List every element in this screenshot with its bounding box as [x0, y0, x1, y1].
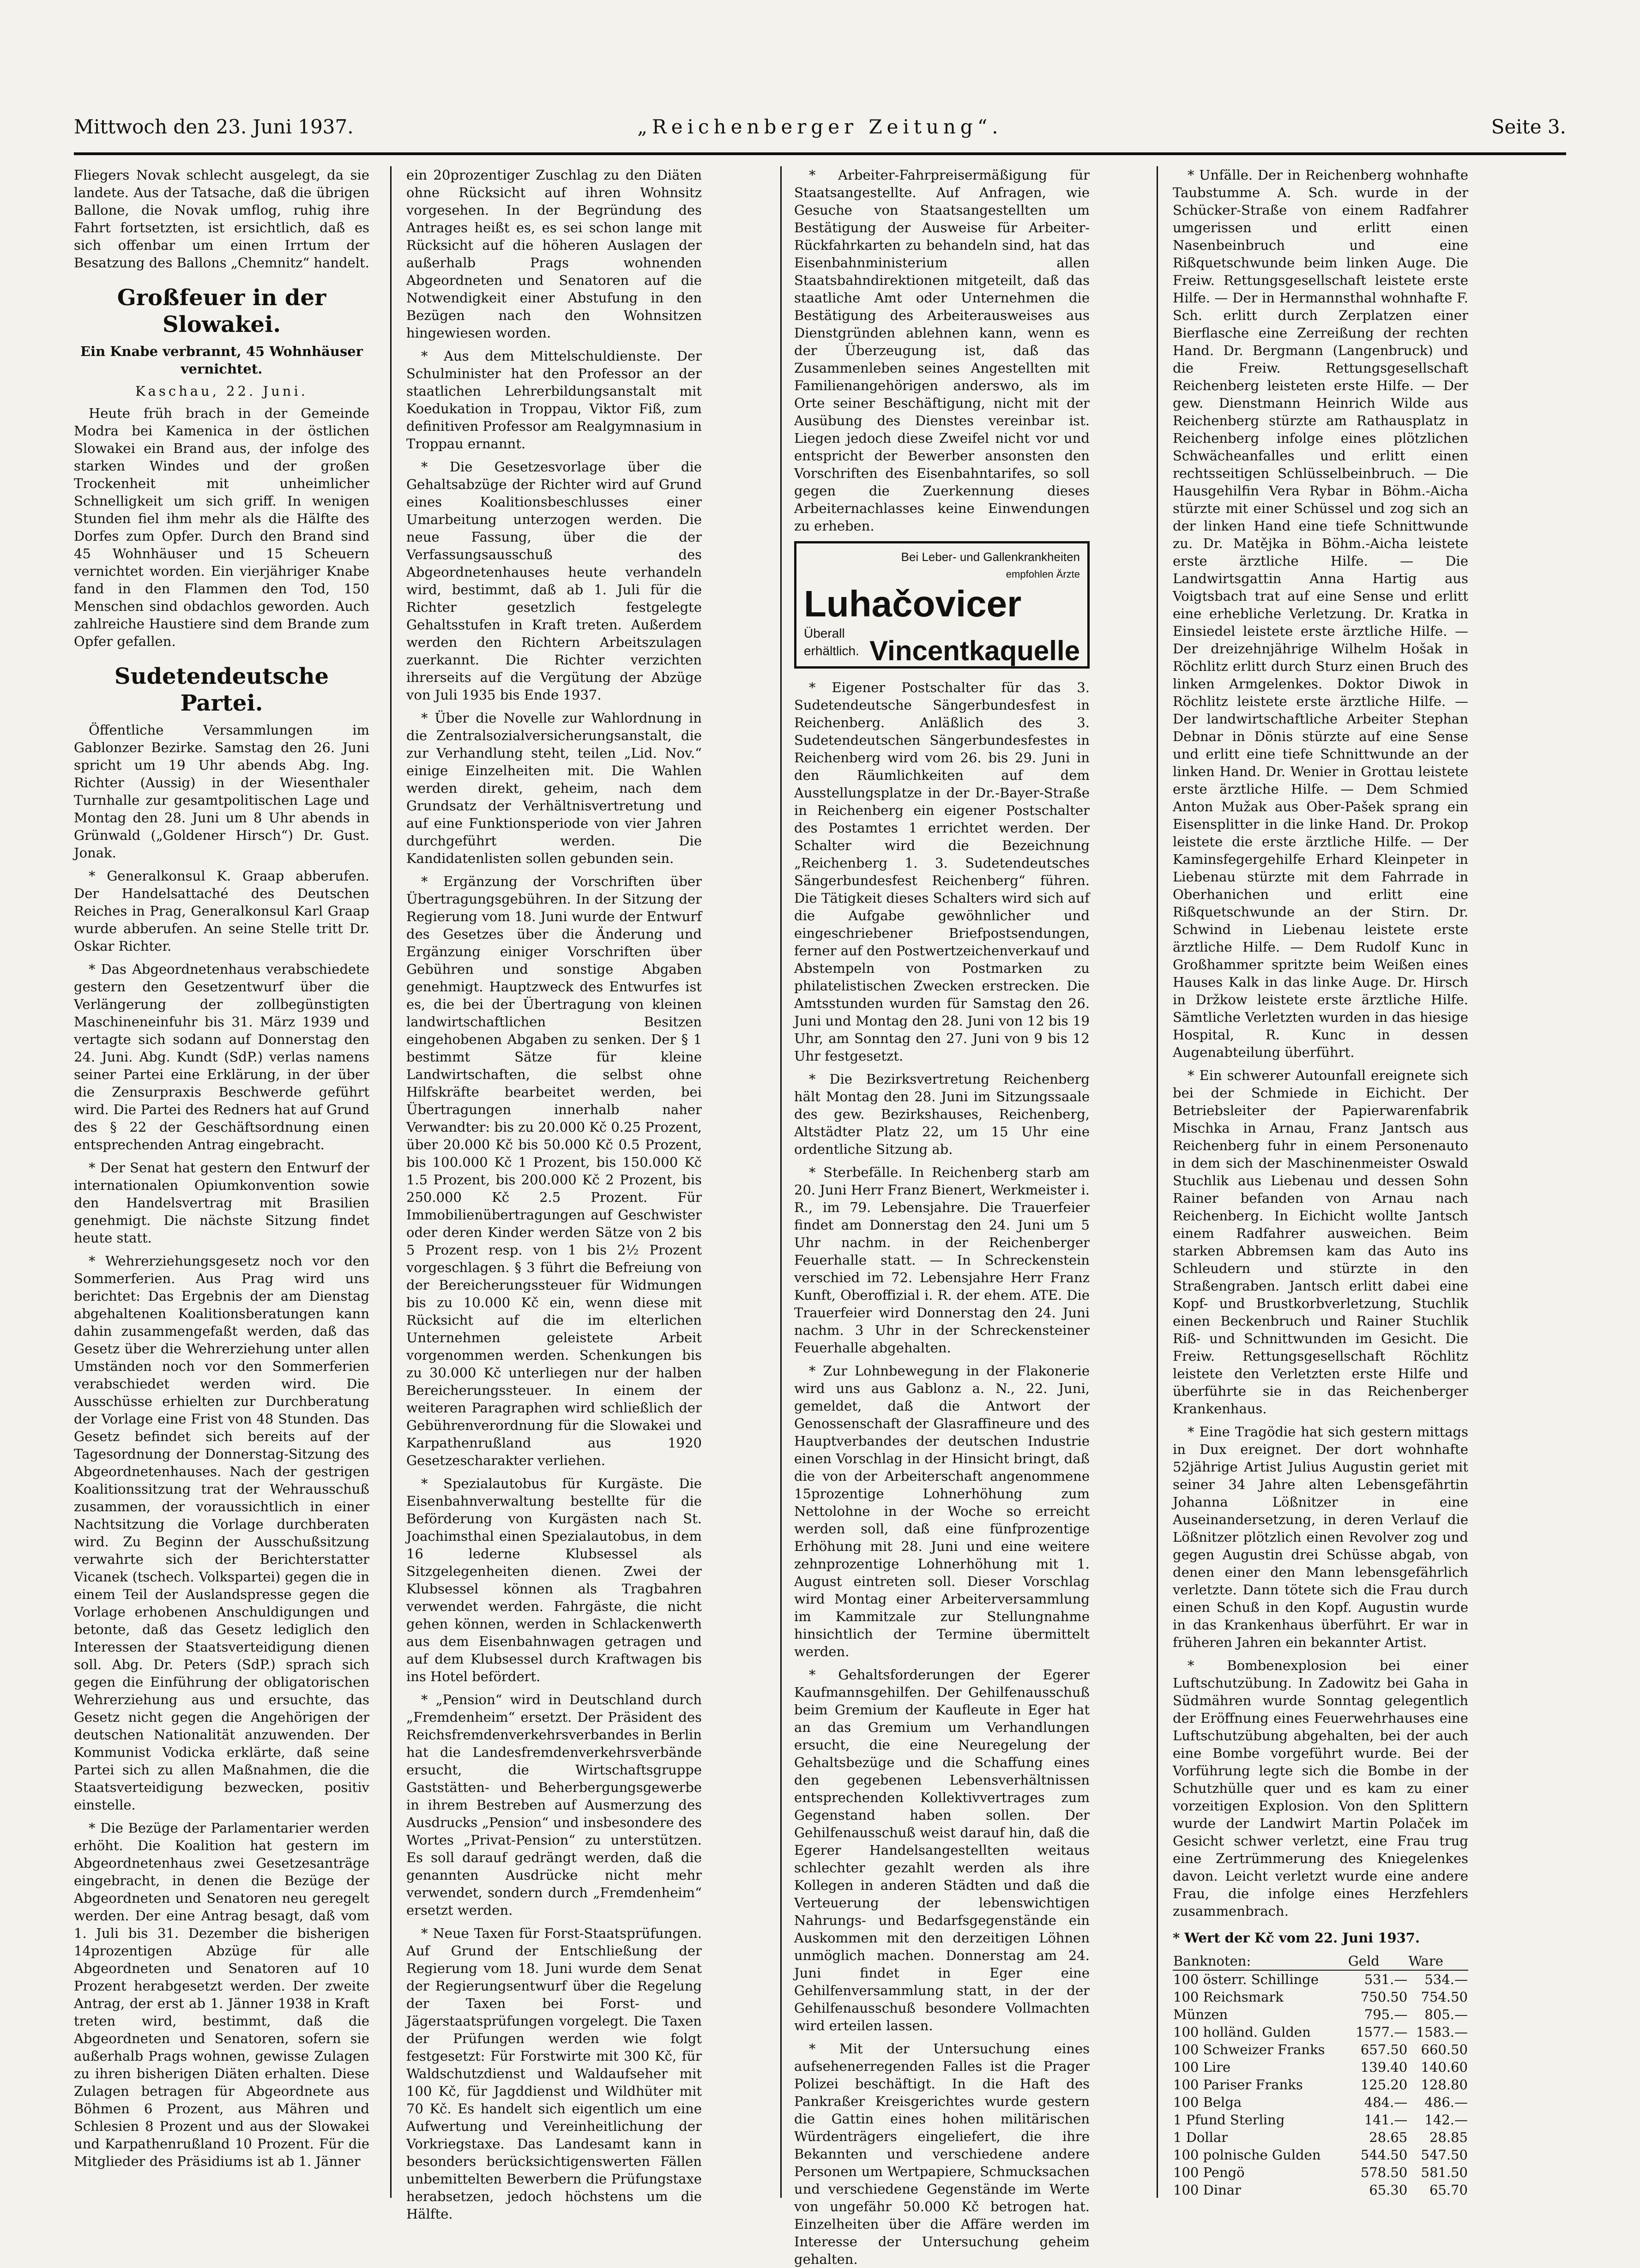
exchange-rates	[1173, 1929, 1468, 2199]
table-row	[1173, 2181, 1468, 2199]
rate-geld: 141.—	[1364, 2112, 1408, 2128]
table-row	[1173, 2129, 1468, 2146]
article-dateline: Kaschau, 22. Juni.	[135, 383, 308, 399]
article-paragraph: * Der Senat hat gestern den Entwurf der internationalen Opiumkonvention sowie den Handelsvertrag mit Brasilien genehmigt. Die nächste Sitzung findet heute statt.	[74, 1160, 369, 1246]
article-paragraph: * Eigener Postschalter für das 3. Sudetendeutsche Sängerbundesfest in Reichenberg. Anläßlich des 3. Sudetendeutschen Sängerbundesfestes in Reichenberg wird vom 26. bis 29. Juni in den Räumlichkeiten auf dem Ausstellungsplatze in der Dr.-Bayer-Straße in Reichenberg ein eigener Postschalter des Postamtes 1 errichtet werden. Der Schalter wird die Bezeichnung „Reichenberg 1. 3. Sudetendeutsches Sängerbundesfest Reichenberg“ führen. Die Tätigkeit dieses Schalters wird sich auf die Aufgabe gewöhnlicher und eingeschriebener Briefpostsendungen, ferner auf den Postwertzeichenverkauf und Abstempeln von Postmarken zu philatelistischen Zwecken erstrecken. Die Amtsstunden wurden für Samstag den 26. Juni und Montag den 28. Juni von 12 bis 19 Uhr, am Sonntag den 27. Juni von 9 bis 12 Uhr festgesetzt.	[794, 680, 1090, 1064]
rate-ware: 547.50	[1421, 2147, 1468, 2163]
rate-geld: 578.50	[1360, 2165, 1408, 2180]
article-paragraph: * Wehrerziehungsgesetz noch vor den Sommerferien. Aus Prag wird uns berichtet: Das Ergebnis der am Dienstag abgehaltenen Koalitionsberatungen kann dahin zusammengefaßt werden, daß das Gesetz über die Wehrerziehung unter allen Umständen noch vor den Sommerferien verabschiedet werden wird. Die Ausschüsse erhielten zur Durchberatung der Vorlage eine Frist von 48 Stunden. Das Gesetz befindet sich bereits auf der Tagesordnung der Donnerstag-Sitzung des Abgeordnetenhauses. Nach der gestrigen Koalitionssitzung trat der Wehrausschuß zusammen, der voraussichtlich in einer Nachtsitzung die Vorlage durchberaten wird. Zu Beginn der Ausschußsitzung verwahrte sich der Berichterstatter Vicanek (tschech. Volkspartei) gegen die in einem Teil der Auslandspresse gegen die Vorlage erhobenen Anschuldigungen und betonte, daß das Gesetz lediglich den Interessen der Staatsverteidigung dienen soll. Abg. Dr. Peters (SdP.) sprach sich gegen die Einführung der obligatorischen Wehrerziehung aus und ersuchte, das Gesetz nicht gegen die Angehörigen der deutschen Nationalität anzuwenden. Der Kommunist Vodicka erklärte, daß seine Partei sich zu allen Maßnahmen, die die Staatsverteidigung bezwecken, positiv einstelle.	[74, 1253, 369, 1813]
rate-name: 1 Dollar	[1173, 2129, 1228, 2145]
article-paragraph: ein 20prozentiger Zuschlag zu den Diäten ohne Rücksicht auf ihren Wohnsitz vorgesehen. In der Begründung des Antrages heißt es, es sei schon lange mit Rücksicht auf die höheren Auslagen der außerhalb Prags wohnenden Abgeordneten und Senatoren auf die Notwendigkeit einer Abstufung in den Bezügen nach den Wohnsitzen hingewiesen worden.	[406, 167, 702, 341]
column-4	[1173, 166, 1468, 2198]
article-paragraph: * Ein schwerer Autounfall ereignete sich bei der Schmiede in Eichicht. Der Betriebsleiter der Papierwarenfabrik Mischka in Arnau, Franz Jantsch aus Reichenberg fuhr in einem Personenauto in dem sich der Maschinenmeister Oswald Stuchlik aus Liebenau und dessen Sohn Rainer befanden von Arnau nach Reichenberg. In Eichicht wollte Jantsch einem Radfahrer ausweichen. Beim starken Abbremsen kam das Auto ins Schleudern und stürzte in den Straßengraben. Jantsch erlitt dabei eine Kopf- und Brustkorbverletzung, Stuchlik einen Beckenbruch und Rainer Stuchlik Riß- und Schnittwunden im Gesicht. Die Freiw. Rettungsgesellschaft Röchlitz leistete den Verletzten erste Hilfe und überführte sie in das Reichenberger Krankenhaus.	[1173, 1068, 1468, 1417]
newspaper-title: „Reichenberger Zeitung“.	[637, 115, 1003, 138]
table-row	[1173, 1988, 1468, 2006]
article-paragraph: * Aus dem Mittelschuldienste. Der Schulminister hat den Professor an der staatlichen Lehrerbildungsanstalt mit Koedukation in Troppau, Viktor Fiß, zum definitiven Professor am Realgymnasium in Troppau ernannt.	[406, 348, 702, 452]
ad-product: Vincentkaquelle	[869, 635, 1080, 666]
rate-name: 100 polnische Gulden	[1173, 2147, 1321, 2163]
rate-geld: 531.—	[1364, 1972, 1408, 1987]
article-paragraph: * Bombenexplosion bei einer Luftschutzübung. In Zadowitz bei Gaha in Südmähren wurde Sonntag gelegentlich der Eröffnung eines Feuerwehrhauses eine Luftschutzübung abgehalten, bei der auch eine Bombe vorgeführt wurde. Bei der Vorführung legte sich die Bombe in der Schutzhülle quer und es kam zu einer vorzeitigen Explosion. Von den Splittern wurde der Landwirt Martin Polaček im Gesicht schwer verletzt, eine Frau trug eine Zertrümmerung des Kniegelenkes davon. Leicht verletzt wurde eine andere Frau, die infolge eines Herzfehlers zusammenbrach.	[1173, 1658, 1468, 1919]
table-row	[1173, 1970, 1468, 1988]
article-paragraph: * Das Abgeordnetenhaus verabschiedete gestern den Gesetzentwurf über die Verlängerung der zollbegünstigten Maschineneinfuhr bis 31. März 1939 und vertagte sich sodann auf Donnerstag den 24. Juni. Abg. Kundt (SdP.) verlas namens seiner Partei eine Erklärung, in der über die Zensurpraxis Beschwerde geführt wird. Die Partei des Redners hat auf Grund des § 22 der Geschäftsordnung einen entsprechenden Antrag eingebracht.	[74, 961, 369, 1152]
article-paragraph: * Spezialautobus für Kurgäste. Die Eisenbahnverwaltung bestellte für die Beförderung von Kurgästen nach St. Joachimsthal einen Spezialautobus, in dem 16 lederne Klubsessel als Sitzgelegenheiten dienen. Zwei der Klubsessel können als Tragbahren verwendet werden. Fahrgäste, die nicht gehen können, werden in Schlackenwerth aus dem Eisenbahnwagen getragen und auf dem Klubsessel durch Kraftwagen bis ins Hotel befördert.	[406, 1476, 702, 1684]
column-separator	[1157, 166, 1158, 2198]
article-paragraph: * Eine Tragödie hat sich gestern mittags in Dux ereignet. Der dort wohnhafte 52jährige Artist Julius Augustin geriet mit seiner 34 Jahre alten Lebensgefährtin Johanna Lößnitzer in eine Auseinandersetzung, in deren Verlauf die Lößnitzer plötzlich einen Revolver zog und gegen Augustin drei Schüsse abgab, von denen einer den Mann lebensgefährlich verletzte. Dann tötete sich die Frau durch einen Schuß in den Kopf. Augustin wurde in das Krankenhaus überführt. Er war in früheren Jahren ein bekannter Artist.	[1173, 1424, 1468, 1650]
table-row	[1173, 2058, 1468, 2076]
article-paragraph: * Die Gesetzesvorlage über die Gehaltsabzüge der Richter wird auf Grund eines Koalitionsbeschlusses einer Umarbeitung unterzogen werden. Die neue Fassung, über die der Verfassungsausschuß des Abgeordnetenhauses heute verhandeln wird, bestimmt, daß ab 1. Juli für die Richter gesetzlich festgelegte Gehaltsstufen in Kraft treten. Außerdem werden den Richtern Arbeitszulagen zuerkannt. Die Richter verzichten ihrerseits auf die Vergütung der Abzüge von Juli 1935 bis Ende 1937.	[406, 459, 702, 703]
table-row	[1173, 2041, 1468, 2058]
rate-geld: 484.—	[1364, 2094, 1408, 2110]
rate-geld: 1577.—	[1356, 2024, 1408, 2040]
rate-ware: 1583.—	[1416, 2024, 1468, 2040]
rate-geld: 139.40	[1360, 2059, 1408, 2075]
rate-geld: 65.30	[1369, 2182, 1408, 2198]
page-header	[74, 115, 1566, 148]
column-3	[794, 166, 1090, 2267]
article-paragraph: * Zur Lohnbewegung in der Flakonerie wird uns aus Gablonz a. N., 22. Juni, gemeldet, daß die Antwort der Genossenschaft der Glasraffineure und des Hauptverbandes der deutschen Industrie einen Vorschlag in der Hinsicht bringt, daß die von der Arbeiterschaft angenommene 15prozentige Lohnerhöhung zum Nettolohne in der Woche so erreicht werden soll, daß eine fünfprozentige Erhöhung mit 28. Juni und eine weitere zehnprozentige Lohnerhöhung mit 1. August eintreten soll. Dieser Vorschlag wird Montag einer Arbeiterversammlung im Kammitzale zur Stellungnahme hinsichtlich der Termine übermittelt werden.	[794, 1363, 1090, 1659]
rate-ware: 660.50	[1421, 2042, 1468, 2057]
column-separator	[780, 166, 782, 2198]
rate-geld: 544.50	[1360, 2147, 1408, 2163]
table-row	[1173, 2164, 1468, 2181]
rate-ware: 581.50	[1421, 2165, 1468, 2180]
column-header: Banknoten:	[1173, 1952, 1348, 1970]
rate-name: 100 holländ. Gulden	[1173, 2024, 1311, 2040]
rate-name: 100 Reichsmark	[1173, 1989, 1284, 2005]
article-paragraph: * Sterbefälle. In Reichenberg starb am 20. Juni Herr Franz Bienert, Werkmeister i. R., im 79. Lebensjahre. Die Trauerfeier findet am Donnerstag den 24. Juni um 5 Uhr nachm. in der Reichenberger Feuerhalle statt. — In Schreckenstein verschied im 72. Lebensjahre Herr Franz Kunft, Oberoffizial i. R. der ehem. ATE. Die Trauerfeier wird Donnerstag den 24. Juni nachm. 3 Uhr in der Schreckensteiner Feuerhalle abgehalten.	[794, 1164, 1090, 1356]
rate-name: 100 Pariser Franks	[1173, 2077, 1303, 2093]
rate-geld: 125.20	[1360, 2077, 1408, 2093]
page-number: Seite 3.	[1491, 115, 1566, 138]
rate-ware: 805.—	[1424, 2007, 1468, 2022]
section-heading: Großfeuer in der Slowakei.	[117, 285, 326, 338]
article-paragraph: Heute früh brach in der Gemeinde Modra bei Kamenica in der östlichen Slowakei ein Brand aus, der infolge des starken Windes und der großen Trockenheit mit unheimlicher Schnelligkeit um sich griff. In wenigen Stunden fiel ihm mehr als die Hälfte des Dorfes zum Opfer. Durch den Brand sind 45 Wohnhäuser und 15 Scheuern vernichtet worden. Ein vierjähriger Knabe fand in den Flammen den Tod, 150 Menschen sind obdachlos geworden. Auch zahlreiche Haustiere sind dem Brande zum Opfer gefallen.	[74, 405, 369, 649]
advertisement	[794, 541, 1090, 669]
article-paragraph: * Die Bezirksvertretung Reichenberg hält Montag den 28. Juni im Sitzungssaale des gew. Bezirkshauses, Reichenberg, Altstädter Platz 22, um 15 Uhr eine ordentliche Sitzung ab.	[794, 1071, 1090, 1157]
header-date: Mittwoch den 23. Juni 1937.	[74, 115, 354, 138]
rate-name: 100 Pengö	[1173, 2165, 1245, 2180]
rate-ware: 140.60	[1421, 2059, 1468, 2075]
table-row	[1173, 2111, 1468, 2129]
ad-footer	[804, 625, 1080, 666]
rate-ware: 486.—	[1424, 2094, 1468, 2110]
column-1	[74, 166, 369, 2189]
column-2	[406, 166, 702, 2222]
rate-ware: 754.50	[1421, 1989, 1468, 2005]
rate-ware: 28.85	[1429, 2129, 1468, 2145]
table-row	[1173, 2006, 1468, 2023]
rate-name: 100 Belga	[1173, 2094, 1242, 2110]
table-row	[1173, 2076, 1468, 2093]
ad-tagline: Bei Leber- und Gallenkrankheiten	[901, 550, 1080, 564]
rate-ware: 534.—	[1424, 1972, 1468, 1987]
section-heading: Sudetendeutsche Partei.	[114, 664, 329, 716]
table-row	[1173, 2093, 1468, 2111]
table-row	[1173, 2023, 1468, 2041]
article-paragraph: * Arbeiter-Fahrpreisermäßigung für Staatsangestellte. Auf Anfragen, wie Gesuche von Staatsangestellten um Bestätigung der Ausweise für Arbeiter-Rückfahrkarten zu behandeln sind, hat das Eisenbahnministerium allen Staatsbahndirektionen mitgeteilt, daß das staatliche Amt oder Unternehmen die Bestätigung des Arbeiterausweises aus Dienstgründen ablehnen kann, wenn es der Überzeugung ist, daß das Zusammenleben seines Angestellten mit Familienangehörigen anderswo, als im Orte seiner Beschäftigung, nicht mit der Ausübung des Dienstes vereinbar ist. Liegen jedoch diese Zweifel nicht vor und entspricht der Bewerber ansonsten den Vorschriften des Eisenbahntarifes, so soll gegen die Zuerkennung dieses Arbeiternachlasses keine Einwendungen zu erheben.	[794, 167, 1090, 534]
column-separator	[390, 166, 392, 2198]
rate-name: 100 österr. Schillinge	[1173, 1972, 1319, 1987]
article-subheading: Ein Knabe verbrannt, 45 Wohnhäuser vernichtet.	[80, 344, 363, 377]
article-paragraph: Öffentliche Versammlungen im Gablonzer Bezirke. Samstag den 26. Juni spricht um 19 Uhr abends Abg. Ing. Richter (Aussig) in der Wiesenthaler Turnhalle zur gesamtpolitischen Lage und Montag den 28. Juni um 8 Uhr abends in Grünwald („Goldener Hirsch“) Dr. Gust. Jonak.	[74, 722, 369, 861]
rate-name: 100 Dinar	[1173, 2182, 1241, 2198]
article-paragraph: * „Pension“ wird in Deutschland durch „Fremdenheim“ ersetzt. Der Präsident des Reichsfremdenverkehrsverbandes in Berlin hat die Landesfremdenverkehrsverbände ersucht, die Wirtschaftsgruppe Gaststätten- und Beherbergungsgewerbe in ihrem Bestreben auf Ausmerzung des Ausdrucks „Pension“ und insbesondere des Wortes „Privat-Pension“ zu unterstützen. Es soll darauf gedrängt werden, daß die genannten Ausdrücke nicht mehr verwendet, sondern durch „Fremdenheim“ ersetzt werden.	[406, 1692, 702, 1918]
article-paragraph: * Mit der Untersuchung eines aufsehenerregenden Falles ist die Prager Polizei beschäftigt. In die Haft des Pankraßer Kreisgerichtes wurde gestern die Gattin eines hohen militärischen Würdenträgers eingeliefert, die ihre Bekannten und verschiedene andere Personen um Wertpapiere, Schmucksachen und verschiedene Gegenstände im Werte von ungefähr 50.000 Kč betrogen hat. Einzelheiten über die Affäre werden im Interesse der Untersuchung geheim gehalten.	[794, 2041, 1090, 2267]
rate-ware: 65.70	[1429, 2182, 1468, 2198]
article-paragraph: * Unfälle. Der in Reichenberg wohnhafte Taubstumme A. Sch. wurde in der Schücker-Straße von einem Radfahrer umgerissen und erlitt einen Nasenbeinbruch und eine Rißquetschwunde beim linken Auge. Die Freiw. Rettungsgesellschaft leistete erste Hilfe. — Der in Hermannsthal wohnhafte F. Sch. erlitt durch Zerplatzen einer Bierflasche eine Zerreißung der rechten Hand. Dr. Bergmann (Langenbruck) und die Freiw. Rettungsgesellschaft Reichenberg leisteten erste Hilfe. — Der gew. Dienstmann Heinrich Wilde aus Reichenberg stürzte am Rathausplatz in Reichenberg infolge eines plötzlichen Schwächeanfalles und erlitt einen rechtsseitigen Schlüsselbeinbruch. — Die Hausgehilfin Vera Rybar in Böhm.-Aicha stürzte mit einer Schüssel und zog sich an der linken Hand eine tiefe Schnittwunde zu. Dr. Matějka in Böhm.-Aicha leistete erste ärztliche Hilfe. — Die Landwirtsgattin Anna Hartig aus Voigtsbach trat auf eine Sense und erlitt eine erhebliche Verletzung. Dr. Kratka in Einsiedel leistete erste ärztliche Hilfe. — Der dreizehnjährige Wilhelm Hošak in Röchlitz erlitt durch Sturz einen Bruch des linken Armgelenkes. Doktor Diwok in Röchlitz leistete erste ärztliche Hilfe. — Der landwirtschaftliche Arbeiter Stephan Debnar in Dönis stürzte auf eine Sense und erlitt eine tiefe Schnittwunde an der linken Hand. Dr. Wenier in Grottau leistete erste ärztliche Hilfe. — Dem Schmied Anton Mužak aus Ober-Pašek sprang ein Eisensplitter in die linke Hand. Dr. Prokop leistete die erste ärztliche Hilfe. — Der Kaminsfegergehilfe Erhard Kleinpeter in Liebenau stürzte mit dem Fahrrade in Oberhanichen und erlitt eine Rißquetschwunde an der Stirn. Dr. Schwind in Liebenau leistete erste ärztliche Hilfe. — Dem Rudolf Kunc in Großhammer spritzte beim Weißen eines Hauses Kalk in das linke Auge. Dr. Hirsch in Držkow leistete erste ärztliche Hilfe. Sämtliche Verletzten wurden in das hiesige Hospital, R. Kunc in dessen Augenabteilung überführt.	[1173, 167, 1468, 1060]
rate-geld: 657.50	[1360, 2042, 1408, 2057]
table-row	[1173, 2146, 1468, 2164]
article-paragraph: Fliegers Novak schlecht ausgelegt, da sie landete. Aus der Tatsache, daß die übrigen Ballone, die Novak umflog, ruhig ihre Fahrt fortsetzten, ist ersichtlich, daß es sich offenbar um einen Irrtum der Besatzung des Ballons „Chemnitz“ handelt.	[74, 167, 369, 271]
rate-geld: 795.—	[1364, 2007, 1408, 2022]
article-paragraph: * Gehaltsforderungen der Egerer Kaufmannsgehilfen. Der Gehilfenausschuß beim Gremium der Kaufleute in Eger hat an das Gremium um Verhandlungen ersucht, die eine Neuregelung der Gehaltsbezüge und die Schaffung eines den gegebenen Lebensverhältnissen entsprechenden Kollektivvertrages zum Gegenstand haben sollen. Der Gehilfenausschuß weist darauf hin, daß die Egerer Handelsangestellten weitaus schlechter gezahlt werden als ihre Kollegen in anderen Städten und daß die Verteuerung der lebenswichtigen Nahrungs- und Bedarfsgegenstände ein Auskommen mit den derzeitigen Löhnen unmöglich machen. Donnerstag am 24. Juni findet in Eger eine Gehilfenversammlung statt, in der der Gehilfenausschuß besondere Vollmachten wird erteilen lassen.	[794, 1667, 1090, 2033]
rate-geld: 750.50	[1360, 1989, 1408, 2005]
column-header: Ware	[1408, 1952, 1468, 1970]
ad-subtagline: empfohlen Ärzte	[1006, 568, 1080, 580]
rate-name: 1 Pfund Sterling	[1173, 2112, 1285, 2128]
article-paragraph: * Über die Novelle zur Wahlordnung in die Zentralsozialversicherungsanstalt, die zur Verhandlung steht, teilen „Lid. Nov.“ einige Einzelheiten mit. Die Wahlen werden direkt, geheim, nach dem Grundsatz der Verhältnisvertretung und auf eine Funktionsperiode von vier Jahren durchgeführt werden. Die Kandidatenlisten sollen gebunden sein.	[406, 710, 702, 866]
header-rule	[74, 152, 1566, 155]
column-header: Geld	[1348, 1952, 1408, 1970]
rate-name: 100 Lire	[1173, 2059, 1231, 2075]
rate-name: 100 Schweizer Franks	[1173, 2042, 1325, 2057]
ad-brand: Luhačovicer	[804, 583, 1022, 624]
ad-availability: Überall erhältlich.	[804, 626, 859, 658]
exchange-rates-table	[1173, 1952, 1468, 2199]
exchange-rates-title: * Wert der Kč vom 22. Juni 1937.	[1173, 1930, 1420, 1946]
rate-name: Münzen	[1173, 2007, 1228, 2022]
article-paragraph: * Generalkonsul K. Graap abberufen. Der Handelsattaché des Deutschen Reiches in Prag, Generalkonsul Karl Graap wurde abberufen. An seine Stelle tritt Dr. Oskar Richter.	[74, 868, 369, 954]
article-paragraph: * Ergänzung der Vorschriften über Übertragungsgebühren. In der Sitzung der Regierung vom 18. Juni wurde der Entwurf des Gesetzes über die Änderung und Ergänzung einiger Vorschriften über Gebühren und sonstige Abgaben genehmigt. Hauptzweck des Entwurfes ist es, die bei der Übertragung von kleinen landwirtschaftlichen Besitzen eingehobenen Abgaben zu senken. Der § 1 bestimmt Sätze für kleine Landwirtschaften, die selbst ohne Hilfskräfte bearbeitet werden, bei Übertragungen innerhalb naher Verwandter: bis zu 20.000 Kč 0.25 Prozent, über 20.000 Kč bis 50.000 Kč 0.5 Prozent, bis 100.000 Kč 1 Prozent, bis 150.000 Kč 1.5 Prozent, bis 200.000 Kč 2 Prozent, bis 250.000 Kč 2.5 Prozent. Für Immobilienübertragungen auf Geschwister oder deren Kinder werden Sätze von 2 bis 5 Prozent resp. von 1 bis 2½ Prozent vorgeschlagen. § 3 führt die Befreiung von der Bereicherungssteuer für Widmungen bis zu 10.000 Kč ein, wenn diese mit Rücksicht auf die im elterlichen Unternehmen geleistete Arbeit vorgenommen werden. Schenkungen bis zu 30.000 Kč unterliegen nur der halben Bereicherungssteuer. In einem der weiteren Paragraphen wird schließlich der Gebührenverordnung für die Slowakei und Karpathenrußland aus 1920 Gesetzescharakter verliehen.	[406, 874, 702, 1468]
rate-ware: 128.80	[1421, 2077, 1468, 2093]
article-paragraph: * Die Bezüge der Parlamentarier werden erhöht. Die Koalition hat gestern im Abgeordnetenhaus zwei Gesetzesanträge eingebracht, in denen die Bezüge der Abgeordneten und Senatoren neu geregelt werden. Der eine Antrag besagt, daß vom 1. Juli bis 31. Dezember die bisherigen 14prozentigen Abzüge für alle Abgeordneten und Senatoren auf 10 Prozent herabgesetzt werden. Der zweite Antrag, der erst ab 1. Jänner 1938 in Kraft treten wird, bestimmt, daß die Abgeordneten und Senatoren, sofern sie außerhalb Prags wohnen, gewisse Zulagen zu ihren bisherigen Diäten erhalten. Diese Zulagen betragen für Abgeordnete aus Böhmen 6 Prozent, aus Mähren und Schlesien 8 Prozent und aus der Slowakei und Karpathenrußland 10 Prozent. Für die Mitglieder des Präsidiums ist ab 1. Jänner	[74, 1820, 369, 2169]
rate-ware: 142.—	[1424, 2112, 1468, 2128]
rate-geld: 28.65	[1369, 2129, 1408, 2145]
article-paragraph: * Neue Taxen für Forst-Staatsprüfungen. Auf Grund der Entschließung der Regierung vom 18. Juni wurde dem Senat der Regierungsentwurf über die Regelung der Taxen bei Forst- und Jägerstaatsprüfungen vorgelegt. Die Taxen der Prüfungen werden wie folgt festgesetzt: Für Forstwirte mit 300 Kč, für Waldschutzdienst und Waldaufseher mit 100 Kč, für Jagddienst und Wildhüter mit 70 Kč. Es handelt sich eigentlich um eine Aufwertung und Vereinheitlichung der Vorkriegstaxe. Das Landesamt kann in besonders berücksichtigenswerten Fällen unbemittelten Bewerbern die Prüfungstaxe herabsetzen, jedoch höchstens um die Hälfte.	[406, 1925, 702, 2222]
